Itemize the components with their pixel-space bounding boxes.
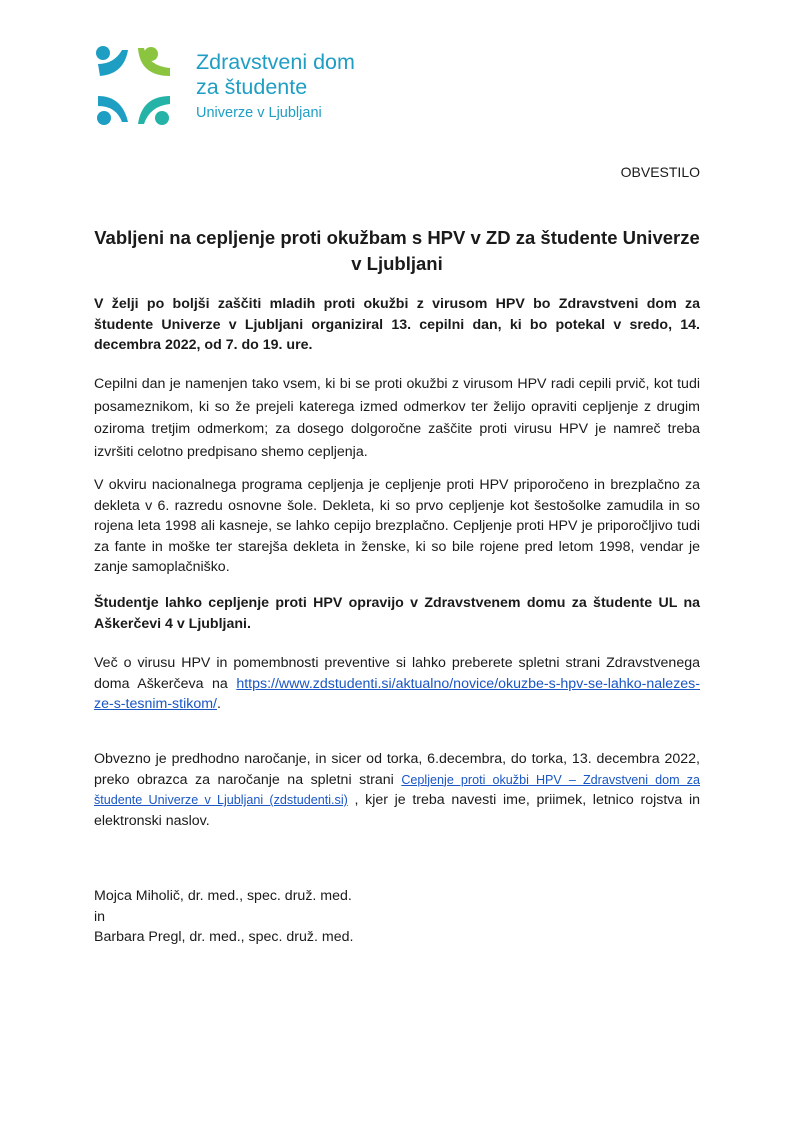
intro-paragraph: V želji po boljši zaščiti mladih proti okužbi z virusom HPV bo Zdravstveni dom za študente Univerze v Ljubljani organiziral 13. cepilni dan, ki bo potekal v sredo, 14. decembra 2022, od 7. do 19. ure. xyxy=(94,296,700,353)
signature-line-3: Barbara Pregl, dr. med., spec. druž. med. xyxy=(94,929,354,945)
booking-text: Obvezno je predhodno naročanje, in sicer od torka, 6.decembra, do torka, 13. decembra 2022, preko obrazca za naročanje na spletni strani xyxy=(94,751,700,788)
logo-text xyxy=(196,50,355,123)
document-title: Vabljeni na cepljenje proti okužbam s HPV v ZD za študente Univerze v Ljubljani xyxy=(94,227,700,274)
logo-line-2: za študente xyxy=(196,75,308,99)
logo-mark-icon xyxy=(94,44,176,128)
paragraph-more-info xyxy=(94,653,700,715)
booking-after: , kjer je treba navesti ime, priimek, letnico rojstva in elektronski naslov. xyxy=(94,792,700,829)
paragraph-national-program: V okviru nacionalnega programa cepljenja je cepljenje proti HPV priporočeno in brezplačno za dekleta v 6. razredu osnovne šole. Dekleta, ki so prvo cepljenje kot šestošolke zamudila in so rojena leta 1998 ali kasneje, se lahko cepijo brezplačno. Cepljenje proti HPV je priporočljivo tudi za fante in moške ter starejša dekleta in ženske, ki so bile rojene pred letom 1998, vendar je zanje samoplačniško. xyxy=(94,477,700,575)
paragraph-vaccination-day: Cepilni dan je namenjen tako vsem, ki bi se proti okužbi z virusom HPV radi cepili prvič, kot tudi posameznikom, ki so že prejeli katerega izmed odmerkov ter želijo opraviti cepljenje z drugim oziroma tretjim odmerkom; za dosego dolgoročne zaščite proti virusu HPV je namreč treba izvršiti celotno predpisano shemo cepljenja. xyxy=(94,376,700,460)
logo-line-3: Univerze v Ljubljani xyxy=(196,105,322,121)
logo xyxy=(94,44,394,134)
paragraph-location: Študentje lahko cepljenje proti HPV opravijo v Zdravstvenem domu za študente UL na Aškerčevi 4 v Ljubljani. xyxy=(94,595,700,632)
logo-line-1: Zdravstveni dom xyxy=(196,50,355,74)
signature-block xyxy=(94,886,353,948)
booking-link[interactable]: Cepljenje proti okužbi HPV – Zdravstveni dom za študente Univerze v Ljubljani (zdstudenti.si) xyxy=(94,772,700,807)
signature-line-1: Mojca Miholič, dr. med., spec. druž. med. xyxy=(94,888,352,904)
signature-line-2: in xyxy=(94,908,106,925)
more-info-link[interactable]: https://www.zdstudenti.si/aktualno/novice/okuzbe-s-hpv-se-lahko-nalezes-ze-s-tesnim-stikom/ xyxy=(94,675,700,712)
more-info-after: . xyxy=(216,696,221,712)
paragraph-booking xyxy=(94,749,700,831)
notice-label: OBVESTILO xyxy=(620,164,700,180)
more-info-text: Več o virusu HPV in pomembnosti preventive si lahko preberete spletni strani Zdravstvenega doma Aškerčeva na xyxy=(94,655,700,692)
